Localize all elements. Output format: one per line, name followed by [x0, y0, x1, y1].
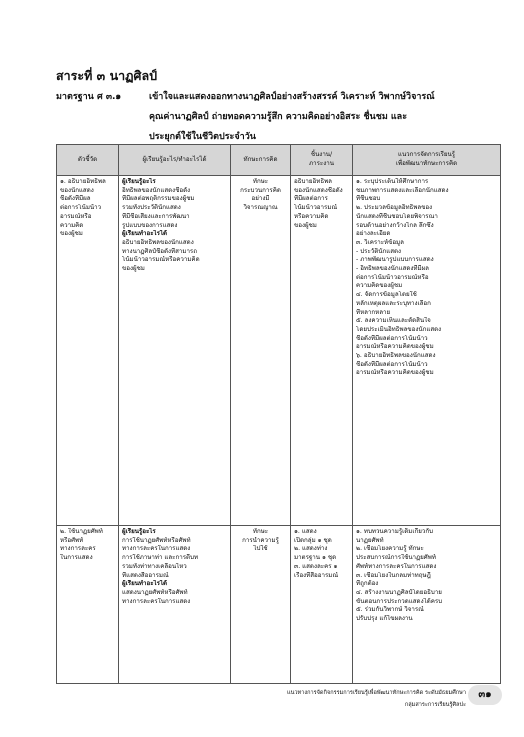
cell-line: ที่ถูกต้อง: [356, 580, 379, 588]
cell-line: ต่อการโน้มน้าว: [60, 204, 102, 212]
cell-line: ชื่อดังที่มีผลต่อการโน้มน้าว: [356, 334, 428, 342]
cell-line: ที่หลากหลาย: [356, 308, 391, 316]
cell-line: ผู้เรียนทำอะไรได้: [122, 580, 168, 588]
cell-line: โน้มน้าวอารมณ์: [294, 204, 338, 212]
approach-cell: [353, 176, 501, 526]
cell-line: ที่แสดงสื่ออารมณ์: [122, 571, 169, 579]
cell-line: หรือความคิด: [294, 212, 329, 220]
cell-line: อิทธิพลของนักแสดงชื่อดัง: [122, 186, 191, 194]
cell-line: ผู้เรียนรู้อะไร: [122, 178, 156, 185]
cell-line: ทักษะ: [252, 178, 269, 185]
cell-line: ๖. อธิบายอิทธิพลของนักแสดง: [356, 352, 436, 360]
cell-line: ที่ชื่นชอบ: [356, 195, 381, 203]
cell-line: ทางการละครในการแสดง: [122, 545, 191, 553]
table-header-row: [57, 145, 501, 176]
cell-line: วิจารณญาณ: [243, 204, 278, 212]
cell-line: ขั้นตอนการประกวดแสดงได้ครบ: [356, 597, 443, 605]
cell-line: ที่มีผลต่อการ: [294, 195, 328, 203]
cell-line: ทักษะ: [252, 528, 269, 535]
cell-line: อารมณ์หรือความคิดของผู้ชม: [356, 343, 434, 351]
cell-line: ความคิดของผู้ชม: [356, 282, 403, 290]
cell-line: มาตรฐาน ๑ ชุด: [294, 554, 337, 562]
indicator-cell: [57, 176, 119, 526]
cell-line: ไปใช้: [253, 545, 268, 553]
section-title: สาระที่ ๓ นาฏศิลป์: [56, 68, 158, 83]
cell-line: ผู้เรียนทำอะไรได้: [122, 230, 168, 238]
cell-line: โดยประเมินอิทธิพลของนักแสดง: [356, 325, 442, 333]
work-cell: [291, 176, 353, 526]
cell-line: การนำความรู้: [242, 536, 279, 544]
page-number: ๓๑: [468, 685, 502, 705]
cell-line: ๓. แสดงละคร ๑: [294, 562, 338, 570]
cell-line: ของผู้ชม: [60, 230, 83, 238]
cell-line: ของนักแสดง: [60, 186, 94, 194]
cell-line: รวมทั้งประวัตินักแสดง: [122, 204, 181, 212]
cell-line: การใช้นาฏยศัพท์หรือศัพท์: [122, 536, 191, 544]
cell-line: ปรับปรุง แก้ไขผลงาน: [356, 615, 413, 623]
cell-line: นาฏยศัพท์: [356, 536, 384, 544]
learn-cell: [119, 526, 231, 684]
footer-line1: แนวทางการจัดกิจกรรมการเรียนรู้เพื่อพัฒนาทักษะการคิด ระดับมัธยมศึกษา: [286, 690, 466, 696]
cell-line: ๑. ระบุประเด็นให้ศึกษาการ: [356, 178, 429, 185]
cell-line: ของผู้ชม: [294, 221, 317, 229]
cell-line: - ภาพพัฒนารูปแบบการแสดง: [356, 256, 434, 264]
cell-line: ๒. แสดงท่าง: [294, 545, 328, 553]
cell-line: รอบด้านอย่างกว้างไกล ลึกซึ้ง: [356, 221, 434, 229]
learn-cell: [119, 176, 231, 526]
approach-cell: [353, 526, 501, 684]
cell-line: ชมภาพการแสดงและเลือกนักแสดง: [356, 186, 449, 194]
skill-cell: [231, 176, 291, 526]
table-row: [57, 526, 501, 684]
footer-line2: กลุ่มสาระการเรียนรู้ศิลปะ: [404, 702, 466, 708]
header-approach: แนวการจัดการเรียนรู้ เพื่อพัฒนาทักษะการคิด: [353, 145, 501, 176]
cell-line: เรื่องที่สื่ออารมณ์: [294, 571, 339, 579]
cell-line: ๓. วิเคราะห์ข้อมูล: [356, 238, 404, 246]
cell-line: ประสบการณ์การใช้นาฏยศัพท์: [356, 554, 436, 562]
cell-line: อธิบายอิทธิพล: [294, 178, 332, 185]
cell-line: ทางการละคร: [60, 545, 96, 553]
cell-line: ๕. ลงความเห็นและตัดสินใจ: [356, 317, 431, 325]
cell-line: แสดงนาฏยศัพท์หรือศัพท์: [122, 588, 188, 596]
work-cell: [291, 526, 353, 684]
cell-line: ต่อการโน้มน้าวอารมณ์หรือ: [356, 273, 429, 281]
standard-label: มาตรฐาน ศ ๓.๑: [56, 92, 122, 102]
cell-line: หรือศัพท์: [60, 536, 84, 544]
cell-line: เปิดกลุ่ม ๑ ชุด: [294, 536, 332, 544]
cell-line: ในการแสดง: [60, 554, 93, 562]
skill-cell: [231, 526, 291, 684]
cell-line: ศัพท์ทางการละครในการแสดง: [356, 562, 437, 570]
cell-line: หลักเหตุผลและระบุทางเลือก: [356, 299, 431, 307]
standard-line: เข้าใจและแสดงออกทางนาฏศิลป์อย่างสร้างสรรค์ วิเคราะห์ วิพากษ์วิจารณ์: [149, 92, 435, 102]
cell-line: ที่มีผลต่อพฤติกรรมของผู้ชม: [122, 195, 195, 203]
cell-line: อย่างมี: [251, 195, 270, 203]
header-skill: ทักษะการคิด: [231, 145, 291, 176]
standard-line: คุณค่านาฏศิลป์ ถ่ายทอดความรู้สึก ความคิดอย่างอิสระ ชื่นชม และ: [149, 112, 408, 122]
cell-line: - ประวัตินักแสดง: [356, 247, 402, 255]
cell-line: ชื่อดังที่มีผล: [60, 195, 91, 203]
cell-line: รูปแบบของการแสดง: [122, 221, 178, 229]
cell-line: รวมทั้งท่าทางเคลื่อนไหว: [122, 562, 187, 570]
cell-line: ๒. เชื่อมโยงความรู้ ทักษะ: [356, 545, 424, 553]
cell-line: ๓. เชื่อมโยงในกลมท่าทฤษฎี: [356, 571, 431, 579]
cell-line: ๔. จัดการข้อมูลโดยใช้: [356, 291, 417, 299]
cell-line: อารมณ์หรือความคิดของผู้ชม: [356, 369, 434, 377]
cell-line: ชื่อดังที่มีผลต่อการโน้มน้าว: [356, 360, 428, 368]
cell-line: ความคิด: [60, 221, 84, 229]
standard-line: ประยุกต์ใช้ในชีวิตประจำวัน: [149, 132, 256, 142]
cell-line: ที่มีชื่อเสียงและการพัฒนา: [122, 212, 190, 220]
cell-line: กระบวนการคิด: [240, 186, 281, 194]
standard-text: [149, 87, 500, 147]
cell-line: ๒. ประมวลข้อมูลอิทธิพลของ: [356, 204, 433, 212]
cell-line: ๒. ใช้นาฏยศัพท์: [60, 528, 103, 535]
cell-line: ๑. อธิบายอิทธิพล: [60, 178, 106, 185]
indicator-cell: [57, 526, 119, 684]
cell-line: ผู้เรียนรู้อะไร: [122, 528, 156, 535]
header-indicator: ตัวชี้วัด: [57, 145, 119, 176]
table-row: [57, 176, 501, 526]
cell-line: ๕. ร่วมกันวิพากษ์ วิจารณ์: [356, 606, 424, 614]
cell-line: อธิบายอิทธิพลของนักแสดง: [122, 238, 194, 246]
cell-line: ๑. แสดง: [294, 528, 317, 535]
cell-line: ๔. สร้างงานนาฏศิลป์โดยอธิบาย: [356, 588, 442, 596]
learning-table: [56, 144, 501, 684]
cell-line: อารมณ์หรือ: [60, 212, 92, 220]
footer: [287, 688, 466, 710]
header-work: ชิ้นงาน/ ภาระงาน: [291, 145, 353, 176]
cell-line: - อิทธิพลของนักแสดงที่มีผล: [356, 265, 429, 273]
header-learn: ผู้เรียนรู้อะไร/ทำอะไรได้: [119, 145, 231, 176]
cell-line: ของนักแสดงชื่อดัง: [294, 186, 343, 194]
cell-line: ๑. ทบทวนความรู้เดิมเกี่ยวกับ: [356, 528, 433, 535]
cell-line: ทางนาฏศิลป์ชื่อดังที่สามารถ: [122, 247, 197, 255]
cell-line: อย่างละเอียด: [356, 230, 391, 238]
cell-line: โน้มน้าวอารมณ์หรือความคิด: [122, 256, 200, 264]
cell-line: ของผู้ชม: [122, 265, 145, 273]
cell-line: นักแสดงที่ชื่นชอบโดยพิจารณา: [356, 212, 438, 220]
cell-line: การใช้ภาษาท่า และการตีบท: [122, 554, 199, 562]
cell-line: ทางการละครในการแสดง: [122, 597, 191, 605]
